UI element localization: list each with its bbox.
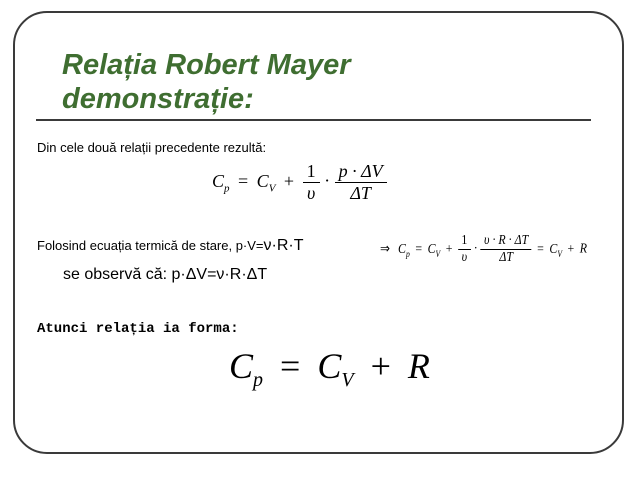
eq1-fraction-2 [335, 161, 387, 204]
final-cp-sub: p [253, 369, 264, 392]
eq2-dot: · [473, 241, 478, 257]
eq1-frac1-den: υ [306, 183, 316, 203]
eq1-frac2-num: p · ΔV [335, 161, 387, 183]
eq2-frac2-den: ΔT [499, 250, 513, 265]
eq1-cv [256, 170, 276, 195]
eq1-frac1-num: 1 [303, 161, 320, 183]
eq2-cp-sub: p [405, 248, 410, 259]
eq2-cp-symbol: C [398, 241, 406, 257]
eq1-equals: = [238, 170, 249, 191]
eq1-cv-sub: V [268, 182, 276, 195]
eq1-plus: + [283, 170, 295, 191]
final-cv-sub: V [341, 369, 354, 392]
eq2-frac1-den: υ [461, 250, 468, 265]
conclusion-label: Atunci relația ia forma: [37, 321, 239, 337]
eq2-implies-arrow: ⇒ [380, 241, 390, 257]
final-equation [229, 345, 430, 392]
eq1-cp [212, 170, 230, 195]
eq1-cp-symbol: C [212, 170, 225, 191]
eq2-frac1-num: 1 [458, 233, 471, 250]
eq1-cp-sub: p [224, 182, 230, 195]
state-text-suffix: ν·R·T [263, 237, 304, 254]
state-text-prefix: Folosind ecuația termică de stare, p·V= [37, 238, 264, 253]
eq2-cv [428, 242, 441, 257]
title-line-1: Relația Robert Mayer [62, 49, 351, 81]
eq1-frac2-den: ΔT [350, 183, 371, 203]
eq2-rhs-cv [549, 242, 562, 257]
eq2-plus: + [445, 241, 453, 257]
eq2-equals: = [415, 241, 423, 257]
state-equation-text [37, 237, 304, 255]
eq2-equals-b: = [537, 241, 544, 257]
eq2-r: R [579, 241, 588, 257]
eq2-plus-b: + [567, 241, 575, 257]
slide-title [62, 48, 351, 116]
final-plus: + [370, 346, 391, 386]
equation-1 [212, 161, 387, 204]
eq2-cv-symbol: C [427, 241, 436, 257]
title-line-2: demonstrație: [62, 83, 254, 115]
eq2-fraction-2 [481, 233, 532, 266]
final-r: R [407, 346, 430, 386]
eq1-fraction-1 [303, 161, 320, 204]
eq2-frac2-num: υ · R · ΔT [481, 233, 532, 250]
eq1-dot: · [324, 170, 331, 191]
eq2-fraction-1 [458, 233, 471, 266]
eq2-cv-sub: V [435, 248, 441, 259]
eq2-cp [398, 242, 410, 257]
intro-text: Din cele două relații precedente rezultă: [37, 140, 267, 155]
eq2-rhs-cv-symbol: C [549, 241, 558, 257]
final-cp-symbol: C [229, 346, 254, 386]
eq1-cv-symbol: C [256, 170, 269, 191]
final-cv-symbol: C [317, 346, 342, 386]
observe-text: se observă că: p·ΔV=ν·R·ΔT [63, 266, 268, 283]
title-underline [36, 119, 591, 121]
equation-2 [380, 233, 587, 266]
final-equals: = [280, 346, 301, 386]
eq2-rhs-cv-sub: V [557, 248, 563, 259]
